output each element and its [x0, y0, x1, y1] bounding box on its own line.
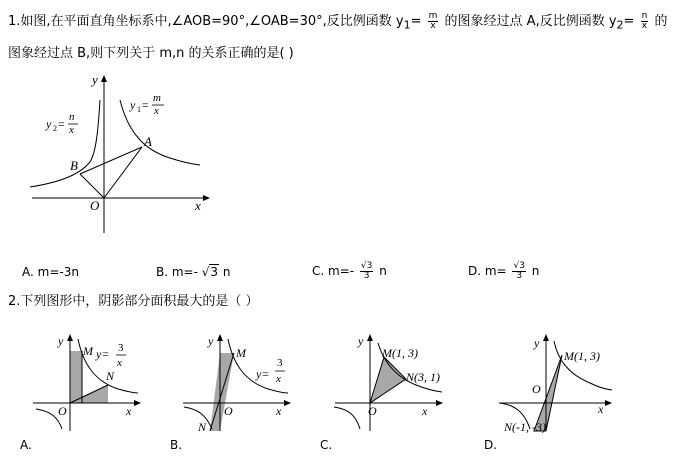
label-a: A [144, 134, 152, 149]
fig-c-n: N(3, 1) [406, 370, 440, 384]
opt-b-prefix: B. m=- [156, 265, 198, 279]
fig-b-n: N [198, 420, 207, 433]
q2-stem: 2.下列图形中，阴影部分面积最大的是（ ） [8, 294, 259, 309]
q2-option-b[interactable]: B. [170, 438, 183, 452]
fig-a-o: O [58, 404, 67, 418]
q2-figure-a [28, 333, 148, 433]
segment-ab [80, 147, 142, 174]
y2-num: n [69, 111, 75, 123]
q2-figure-c [330, 333, 450, 433]
label-o: O [90, 198, 100, 213]
fig-b-o: O [224, 404, 233, 418]
fig-b-num: 3 [277, 357, 283, 369]
fig-a-m: M [83, 344, 93, 358]
q2-figure-d [494, 333, 619, 433]
y2-den: x [69, 124, 74, 136]
q1-stem-line2: 图象经过点 B,则下列关于 m,n 的关系正确的是( ) [8, 46, 294, 61]
q2-option-d[interactable]: D. [484, 438, 498, 452]
opt-c-suffix: n [379, 264, 387, 278]
y1-sub: 1 [137, 105, 141, 114]
q1-text-part2: 的图象经过点 A,反比例函数 y [444, 14, 617, 29]
q1-frac-a: $\frac{m}{x}$ [428, 11, 438, 31]
q1-option-c[interactable] [312, 262, 387, 281]
opt-d-frac: $\frac{√3}{3}$ [513, 261, 525, 281]
fig-c-m: M(1, 3) [382, 346, 418, 360]
q1-figure [20, 70, 220, 240]
fig-b-eq: y= [256, 367, 270, 381]
q1-sub1: 1 [403, 18, 411, 32]
fig-b-y: y [208, 334, 214, 348]
q1-text-part1: 1.如图,在平面直角坐标系中,∠AOB=90°,∠OAB=30°,反比例函数 y [8, 14, 404, 29]
label-b: B [70, 158, 78, 173]
q1-option-a[interactable]: A. m=-3n [22, 265, 79, 279]
y1-eq: = [142, 98, 149, 112]
fig-a-den: x [117, 357, 122, 369]
curve-y2 [30, 100, 100, 187]
q2-option-c[interactable]: C. [320, 438, 333, 452]
opt-b-suffix: n [222, 265, 231, 279]
x-axis-arrow [203, 195, 210, 201]
q1-option-b[interactable] [156, 265, 231, 279]
q1-eq2: = [623, 14, 635, 29]
fig-a-eq: y= [96, 347, 110, 361]
segment-oa [104, 147, 142, 198]
label-y: y [92, 72, 98, 87]
fig-a-num: 3 [118, 342, 124, 354]
q1-eq1: = [410, 14, 422, 29]
q2-figure-b [178, 333, 298, 433]
y2-eq: = [58, 117, 65, 131]
q1-option-d[interactable] [468, 262, 539, 281]
segment-ob [80, 174, 104, 198]
opt-b-sqrt: √3 [201, 265, 219, 279]
fig-b-den: x [276, 373, 281, 385]
fig-c-x: x [422, 404, 428, 418]
fig-b-x: x [276, 404, 282, 418]
q1-sub2: 2 [616, 18, 624, 32]
q2-option-a[interactable]: A. [20, 438, 32, 452]
fig-c-o: O [368, 404, 377, 418]
fig-d-n: N(-1, -3) [504, 420, 546, 433]
opt-c-prefix: C. m=- [312, 264, 355, 278]
fig-b-m: M [236, 346, 246, 360]
y1-label: y [130, 98, 136, 112]
fig-d-y: y [534, 336, 540, 350]
y2-label: y [46, 117, 52, 131]
q1-text-part3: 的 [654, 14, 668, 29]
label-x: x [195, 198, 201, 213]
fig-d-x: x [598, 402, 604, 416]
opt-d-suffix: n [531, 264, 540, 278]
shade-a-m [70, 351, 82, 403]
opt-c-frac: $\frac{√3}{3}$ [360, 261, 373, 281]
y2-sub: 2 [53, 124, 57, 133]
fig-d-m: M(1, 3) [564, 349, 600, 363]
fig-a-n: N [106, 369, 115, 383]
y-axis-arrow [101, 75, 107, 82]
y1-den: x [154, 105, 159, 117]
fig-d-o: O [532, 382, 541, 396]
fig-c-y: y [358, 334, 364, 348]
y1-num: m [153, 92, 161, 104]
q1-frac-b: $\frac{n}{x}$ [641, 11, 648, 31]
fig-a-y: y [58, 334, 64, 348]
q1-stem-line1 [8, 12, 667, 34]
opt-d-prefix: D. m= [468, 264, 507, 278]
fig-a-x: x [126, 404, 132, 418]
